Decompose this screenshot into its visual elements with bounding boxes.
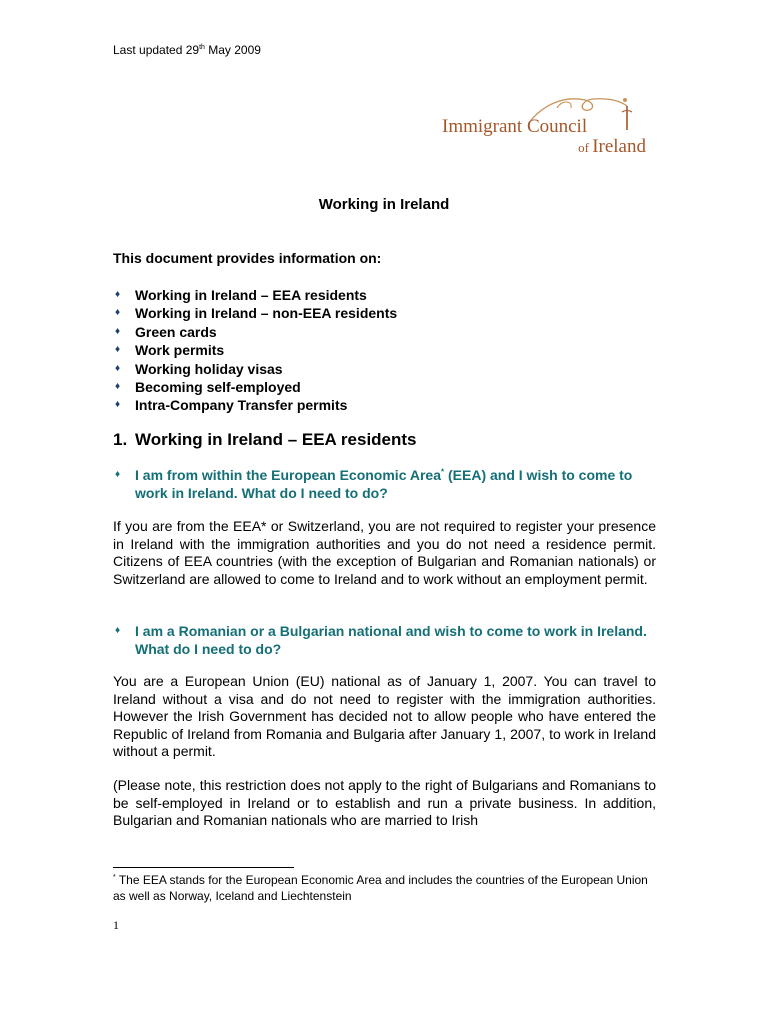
topic-item <box>113 378 397 396</box>
footnote <box>113 873 658 904</box>
intro-text: This document provides information on: <box>113 250 382 266</box>
question-text-cont: (EEA) and I wish to come to work in Ireland. What do I need to do? <box>135 467 633 501</box>
diamond-bullet-icon: ♦ <box>115 344 121 356</box>
diamond-bullet-icon: ♦ <box>115 362 121 374</box>
footnote-marker: * <box>440 467 445 477</box>
logo-ireland: Ireland <box>592 136 646 157</box>
topic-label: Working holiday visas <box>135 360 283 377</box>
topic-item <box>113 304 397 322</box>
body-paragraph: (Please note, this restriction does not apply to the right of Bulgarians and Romanians to be self-employed in Ireland or to establish and run a private business. In addition, Bulgarian and Romanian nationals who are married to Irish <box>113 777 656 828</box>
topic-item <box>113 396 397 414</box>
logo-line2 <box>442 136 646 158</box>
topic-item <box>113 360 397 378</box>
body-paragraph: If you are from the EEA* or Switzerland, you are not required to register your presence in Ireland with the immigration authorities and you do not need a residence permit. Citizens of EEA countries (with the exception of Bulgarian and Romanian nationals) or Switzerland are allowed to come to Ireland and to work without an employment permit. <box>113 518 656 587</box>
diamond-bullet-icon: ♦ <box>115 307 121 319</box>
topic-label: Green cards <box>135 323 217 340</box>
footnote-text: The EEA stands for the European Economic Area and includes the countries of the European Union as well as Norway, Iceland and Liechtenstein <box>113 873 648 903</box>
section-number: 1. <box>113 430 128 449</box>
question-heading <box>113 622 658 658</box>
topic-label: Becoming self-employed <box>135 379 301 396</box>
diamond-bullet-icon: ♦ <box>115 325 121 337</box>
diamond-bullet-icon: ♦ <box>115 469 121 480</box>
section-heading <box>113 430 417 450</box>
diamond-bullet-icon: ♦ <box>115 625 121 636</box>
document-title: Working in Ireland <box>318 196 450 213</box>
last-updated-ordinal: th <box>199 44 205 51</box>
topic-label: Working in Ireland – EEA residents <box>135 287 367 303</box>
immigrant-council-logo <box>442 90 652 162</box>
footnote-marker: * <box>113 874 116 881</box>
body-paragraph: You are a European Union (EU) national as of January 1, 2007. You can travel to Ireland without a visa and do not need to register with the immigration authorities. However the Irish Government has decided not to allow people who have entered the Republic of Ireland from Romania and Bulgaria after January 1, 2007, to work in Ireland without a permit. <box>113 673 656 759</box>
footnote-divider <box>113 867 294 868</box>
topic-label: Work permits <box>135 342 225 359</box>
last-updated <box>113 43 261 57</box>
question-text: I am a Romanian or a Bulgarian national and wish to come to work in Ireland. What do I need to do? <box>135 623 647 657</box>
diamond-bullet-icon: ♦ <box>115 289 121 300</box>
last-updated-month: May 2009 <box>204 43 261 57</box>
topics-list <box>113 286 397 415</box>
question-heading <box>113 466 658 502</box>
topic-label: Working in Ireland – non-EEA residents <box>135 305 398 322</box>
topic-item <box>113 286 397 304</box>
topic-item <box>113 323 397 341</box>
diamond-bullet-icon: ♦ <box>115 399 121 411</box>
logo-line1: Immigrant Council <box>442 116 588 137</box>
diamond-bullet-icon: ♦ <box>115 381 121 393</box>
topic-item <box>113 341 397 359</box>
page-number: 1 <box>113 918 119 932</box>
last-updated-text: Last updated 29 <box>113 43 200 57</box>
question-text: I am from within the European Economic Area <box>135 467 441 483</box>
section-heading-text: Working in Ireland – EEA residents <box>135 430 417 449</box>
logo-of: of <box>578 140 593 155</box>
topic-label: Intra-Company Transfer permits <box>135 397 348 414</box>
